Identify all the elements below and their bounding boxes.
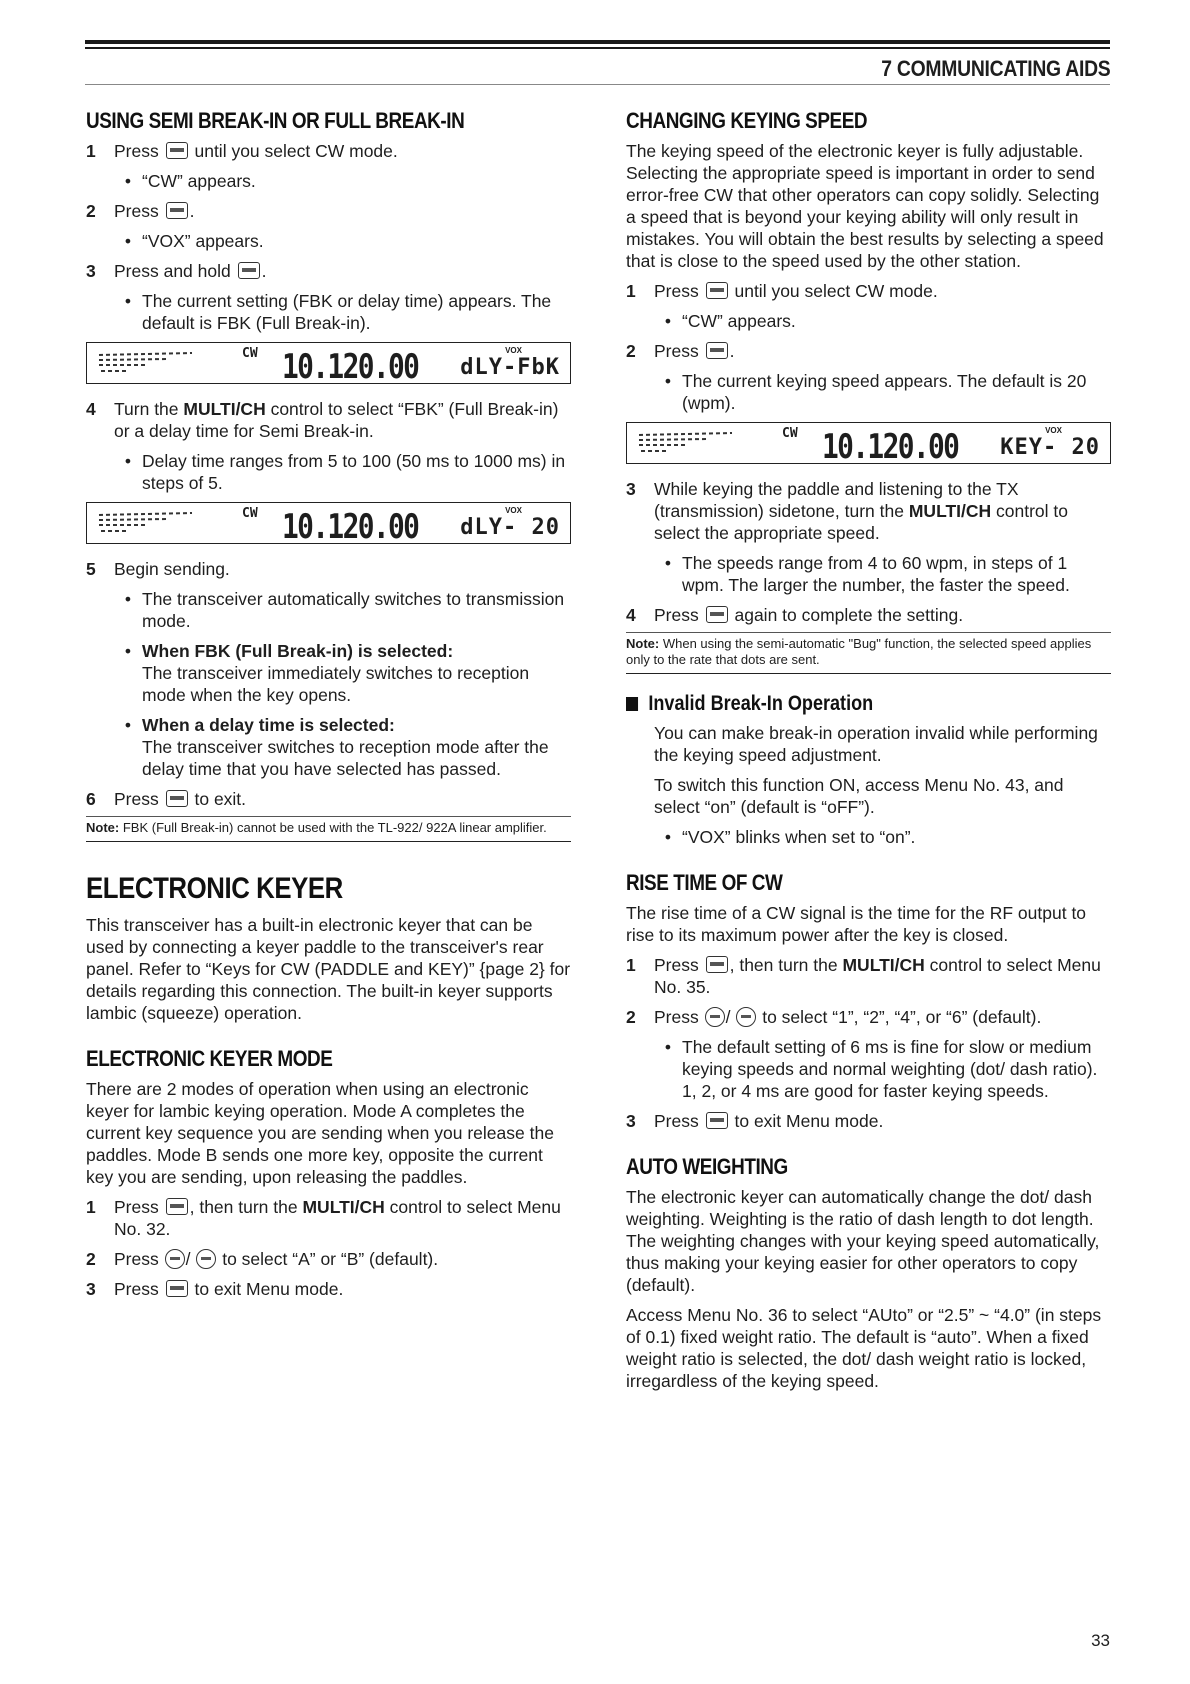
paragraph: The rise time of a CW signal is the time for the RF output to rise to its maximum power after the key is closed.: [626, 903, 1087, 945]
section-title-auto-weighting: AUTO WEIGHTING: [626, 1154, 788, 1179]
step: 2 Press / to select “A” or “B” (default).: [86, 1249, 439, 1269]
step: 2 Press .: [86, 201, 195, 221]
key-delay-key-icon: [706, 342, 728, 359]
step: 2 Press .: [626, 341, 735, 361]
subsection-title-invalid-break-in: Invalid Break-In Operation: [626, 692, 1043, 716]
section-title-break-in: USING SEMI BREAK-IN OR FULL BREAK-IN: [86, 108, 465, 133]
page-number: 33: [1091, 1631, 1110, 1650]
step: 1 Press until you select CW mode.: [86, 141, 398, 161]
step: 3 Press to exit Menu mode.: [86, 1279, 344, 1299]
step: 3 Press and hold .: [86, 261, 267, 281]
step: 3 While keying the paddle and listening to the TX (transmission) sidetone, turn the MULTI/CH control to select the appropriate speed.: [626, 479, 1069, 543]
bullet: • The speeds range from 4 to 60 wpm, in steps of 1 wpm. The larger the number, the faster the speed.: [664, 553, 1070, 595]
lcd-display-fbk: CW 10.120.00 VOX dLY-FbK: [86, 342, 571, 384]
step: 6 Press to exit.: [86, 789, 247, 809]
lcd-display-key-speed: CW 10.120.00 VOX KEY- 20: [626, 422, 1111, 464]
bullet: • “CW” appears.: [664, 311, 796, 331]
bullet: • The default setting of 6 ms is fine for slow or medium keying speeds and normal weighting (dot/ dash ratio). 1, 2, or 4 ms are good for faster keying speeds.: [664, 1037, 1098, 1101]
paragraph: Access Menu No. 36 to select “AUto” or “2.5” ~ “4.0” (in steps of 0.1) fixed weight ratio. The default is “auto”. When a fixed weight ratio is selected, the dot/ dash weight ratio is locked, irregardless of the keying speed.: [626, 1305, 1102, 1391]
key-delay-key-icon: [706, 606, 728, 623]
bullet: • “VOX” blinks when set to “on”.: [664, 827, 916, 847]
step: 4 Press again to complete the setting.: [626, 605, 964, 625]
clr-key-icon: [166, 790, 188, 807]
menu-key-icon: [706, 1112, 728, 1129]
mic-down-key-icon: [736, 1007, 756, 1027]
vox-key-icon: [166, 202, 188, 219]
step: 5 Begin sending.: [86, 559, 230, 579]
cw-fsk-key-icon: [166, 142, 188, 159]
paragraph: This transceiver has a built-in electronic keyer that can be used by connecting a keyer paddle to the transceiver's rear panel. Refer to “Keys for CW (PADDLE and KEY)” {page 2} for details regarding this connection. The built-in keyer supports lambic (squeeze) operation.: [86, 915, 571, 1023]
bullet: • The current setting (FBK or delay time) appears. The default is FBK (Full Break-in).: [124, 291, 552, 333]
menu-key-icon: [166, 1198, 188, 1215]
bullet: • The current keying speed appears. The default is 20 (wpm).: [664, 371, 1087, 413]
step: 1 Press until you select CW mode.: [626, 281, 938, 301]
section-title-electronic-keyer: ELECTRONIC KEYER: [86, 872, 343, 905]
key-delay-key-icon: [238, 262, 260, 279]
header-underline: [85, 84, 1110, 85]
menu-key-icon: [166, 1280, 188, 1297]
right-column: [626, 108, 1111, 1392]
paragraph: To switch this function ON, access Menu No. 43, and select “on” (default is “oFF”).: [654, 775, 1064, 817]
bullet: • “VOX” appears.: [124, 231, 264, 251]
bullet: • “CW” appears.: [124, 171, 256, 191]
paragraph: There are 2 modes of operation when using an electronic keyer for lambic keying operation. Mode A completes the current key sequence you are sending when you release the paddles. Mode B sends one more key, opposite the current key you are sending, upon releasing the paddles.: [86, 1079, 554, 1187]
square-bullet-icon: [626, 697, 638, 711]
step: 1 Press , then turn the MULTI/CH control to select Menu No. 32.: [86, 1197, 561, 1239]
note-bug: Note: When using the semi-automatic "Bug" function, the selected speed applies only to the rate that dots are sent.: [626, 632, 1111, 674]
s-meter-icon: [637, 431, 737, 455]
section-title-keyer-mode: ELECTRONIC KEYER MODE: [86, 1046, 333, 1071]
step: 1 Press , then turn the MULTI/CH control to select Menu No. 35.: [626, 955, 1101, 997]
left-column: [86, 108, 571, 1308]
bullet: • The transceiver automatically switches to transmission mode.: [124, 589, 565, 631]
note-fbk: Note: FBK (Full Break-in) cannot be used with the TL-922/ 922A linear amplifier.: [86, 816, 571, 842]
bullet: • When FBK (Full Break-in) is selected: The transceiver immediately switches to reception mode when the key opens.: [124, 641, 530, 705]
lcd-display-delay: CW 10.120.00 VOX dLY- 20: [86, 502, 571, 544]
cw-fsk-key-icon: [706, 282, 728, 299]
section-title-keying-speed: CHANGING KEYING SPEED: [626, 108, 868, 133]
chapter-title: 7 COMMUNICATING AIDS: [880, 56, 1110, 81]
section-title-rise-time: RISE TIME OF CW: [626, 870, 783, 895]
paragraph: The keying speed of the electronic keyer is fully adjustable. Selecting the appropriate speed is important in order to send error-free CW that other operators can copy solidly. Selecting a speed that is beyond your keying ability will only result in mistakes. You will obtain the best results by selecting a speed that is close to the speed used by the other station.: [626, 141, 1104, 271]
bullet: • When a delay time is selected: The transceiver switches to reception mode after the delay time that you have selected has passed.: [124, 715, 549, 779]
mic-up-key-icon: [165, 1249, 185, 1269]
s-meter-icon: [97, 351, 197, 375]
step: 3 Press to exit Menu mode.: [626, 1111, 884, 1131]
header-rule-thin: [85, 47, 1110, 49]
mic-down-key-icon: [196, 1249, 216, 1269]
s-meter-icon: [97, 511, 197, 535]
paragraph: You can make break-in operation invalid while performing the keying speed adjustment.: [654, 723, 1098, 765]
step: 2 Press / to select “1”, “2”, “4”, or “6” (default).: [626, 1007, 1042, 1027]
step: 4 Turn the MULTI/CH control to select “FBK” (Full Break-in) or a delay time for Semi Break-in.: [86, 399, 559, 441]
menu-key-icon: [706, 956, 728, 973]
mic-up-key-icon: [705, 1007, 725, 1027]
bullet: • Delay time ranges from 5 to 100 (50 ms to 1000 ms) in steps of 5.: [124, 451, 566, 493]
header-rule-thick: [85, 40, 1110, 44]
paragraph: The electronic keyer can automatically change the dot/ dash weighting. Weighting is the ratio of dash length to dot length. The weighting changes with your keying speed automatically, thus making your keying easier for other operators to copy (default).: [626, 1187, 1100, 1295]
